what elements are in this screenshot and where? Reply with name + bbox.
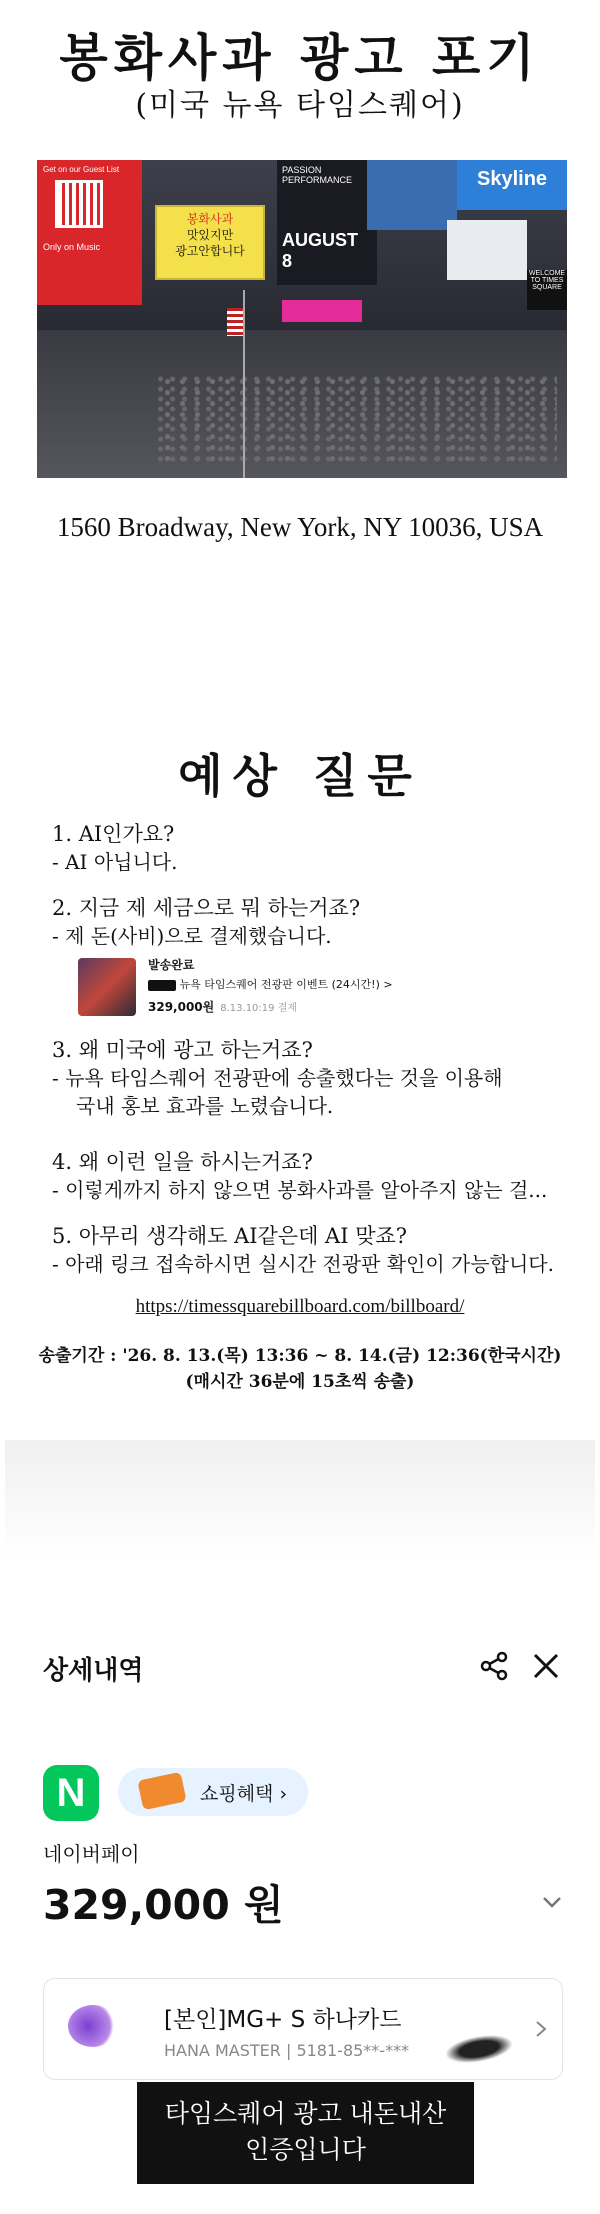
redaction-mark bbox=[148, 980, 176, 991]
detail-title: 상세내역 bbox=[43, 1656, 144, 1686]
faq-title: 예상 질문 bbox=[178, 749, 422, 803]
times-square-photo bbox=[37, 160, 567, 478]
billboard-korean-line2: 맛있지만 bbox=[186, 228, 234, 242]
faq-item-5 bbox=[52, 1222, 572, 1278]
billboard-passion-text: PASSION PERFORMANCE bbox=[282, 165, 353, 185]
faq-item-1 bbox=[52, 820, 572, 876]
us-flag-icon bbox=[227, 308, 243, 336]
section-divider bbox=[5, 1440, 595, 1560]
caption-overlay bbox=[137, 2082, 474, 2184]
pay-method-name: 네이버페이 bbox=[43, 1842, 140, 1866]
billboard-guestlist-text: Get on our Guest List bbox=[43, 165, 120, 174]
billboard-korean-line1: 봉화사과 bbox=[186, 212, 234, 226]
card-logo-icon bbox=[68, 2005, 118, 2047]
chevron-right-icon: › bbox=[279, 1783, 288, 1805]
coupon-icon bbox=[137, 1772, 186, 1810]
receipt-item bbox=[148, 976, 393, 992]
caption-line2: 인증입니다 bbox=[245, 2135, 366, 2164]
receipt-item-name: 뉴욕 타임스퀘어 전광판 이벤트 (24시간!) > bbox=[179, 978, 393, 991]
billboard-blue bbox=[367, 160, 457, 230]
faq-question: 2. 지금 제 세금으로 뭐 하는거죠? bbox=[52, 896, 361, 920]
close-icon[interactable] bbox=[530, 1650, 562, 1682]
billboard-pink bbox=[282, 300, 362, 322]
faq-question: 4. 왜 이런 일을 하시는거죠? bbox=[52, 1150, 313, 1174]
page-subtitle: (미국 뉴욕 타임스퀘어) bbox=[135, 88, 465, 123]
chevron-down-icon[interactable] bbox=[540, 1892, 564, 1912]
card-name: [본인]MG+ S 하나카드 bbox=[164, 2007, 402, 2033]
billboard-peacock bbox=[277, 160, 377, 285]
share-icon[interactable] bbox=[478, 1650, 510, 1682]
faq-item-2 bbox=[52, 894, 572, 950]
faq-answer: - AI 아닙니다. bbox=[52, 850, 178, 874]
shopping-benefit-button[interactable] bbox=[118, 1768, 308, 1816]
faq-answer: - 뉴욕 타임스퀘어 전광판에 송출했다는 것을 이용해 bbox=[52, 1066, 503, 1090]
receipt-date: 8.13.10:19 결제 bbox=[220, 1003, 298, 1014]
payment-card-row[interactable] bbox=[43, 1978, 563, 2080]
qr-code-icon bbox=[55, 180, 103, 228]
billboard-white bbox=[447, 220, 527, 280]
order-receipt bbox=[78, 956, 408, 1018]
receipt-price-row bbox=[148, 998, 297, 1015]
redaction-scribble bbox=[437, 2027, 521, 2070]
faq-answer: - 제 돈(사비)으로 결제했습니다. bbox=[52, 924, 332, 948]
billboard-link[interactable]: https://timessquarebillboard.com/billboard/ bbox=[135, 1296, 465, 1317]
address-text: 1560 Broadway, New York, NY 10036, USA bbox=[56, 512, 544, 542]
billboard-welcome: WELCOME TO TIMES SQUARE bbox=[527, 270, 567, 310]
billboard-skyline bbox=[457, 160, 567, 210]
shopping-benefit-label: 쇼핑혜택 › bbox=[200, 1783, 288, 1805]
billboard-skyline-text: Skyline bbox=[477, 168, 548, 190]
faq-question: 1. AI인가요? bbox=[52, 822, 175, 846]
billboard-music-text: Only on Music bbox=[43, 242, 101, 252]
billboard-bonghwa-apple bbox=[155, 205, 265, 280]
faq-item-3 bbox=[52, 1036, 572, 1120]
card-number: HANA MASTER | 5181-85**-*** bbox=[164, 2041, 410, 2060]
photo-crowd bbox=[157, 375, 557, 465]
receipt-thumbnail bbox=[78, 958, 136, 1016]
broadcast-period-line2: (매시간 36분에 15초씩 송출) bbox=[185, 1372, 415, 1392]
billboard-apple-music bbox=[37, 160, 142, 305]
faq-answer: - 이렇게까지 하지 않으면 봉화사과를 알아주지 않는 걸... bbox=[52, 1178, 548, 1202]
receipt-price: 329,000원 bbox=[148, 1000, 215, 1014]
faq-answer: - 아래 링크 접속하시면 실시간 전광판 확인이 가능합니다. bbox=[52, 1252, 554, 1276]
payment-amount: 329,000 원 bbox=[43, 1881, 284, 1929]
faq-answer-cont: 국내 홍보 효과를 노렸습니다. bbox=[76, 1094, 334, 1118]
billboard-korean-line3: 광고안합니다 bbox=[175, 244, 245, 258]
faq-question: 3. 왜 미국에 광고 하는거죠? bbox=[52, 1038, 313, 1062]
naver-pay-logo: N bbox=[43, 1765, 99, 1821]
billboard-august-text: AUGUST 8 bbox=[282, 230, 358, 271]
faq-question: 5. 아무리 생각해도 AI같은데 AI 맞죠? bbox=[52, 1224, 408, 1248]
broadcast-period-line1: 송출기간 : '26. 8. 13.(목) 13:36 ~ 8. 14.(금) 12:36(한국시간) bbox=[38, 1346, 562, 1366]
faq-item-4 bbox=[52, 1148, 572, 1204]
receipt-status: 발송완료 bbox=[148, 958, 195, 972]
flag-pole bbox=[243, 290, 245, 478]
broadcast-period bbox=[0, 1343, 600, 1395]
caption-line1: 타임스퀘어 광고 내돈내산 bbox=[164, 2099, 447, 2128]
page-title: 봉화사과 광고 포기 bbox=[59, 29, 541, 87]
chevron-right-icon bbox=[534, 2019, 548, 2039]
